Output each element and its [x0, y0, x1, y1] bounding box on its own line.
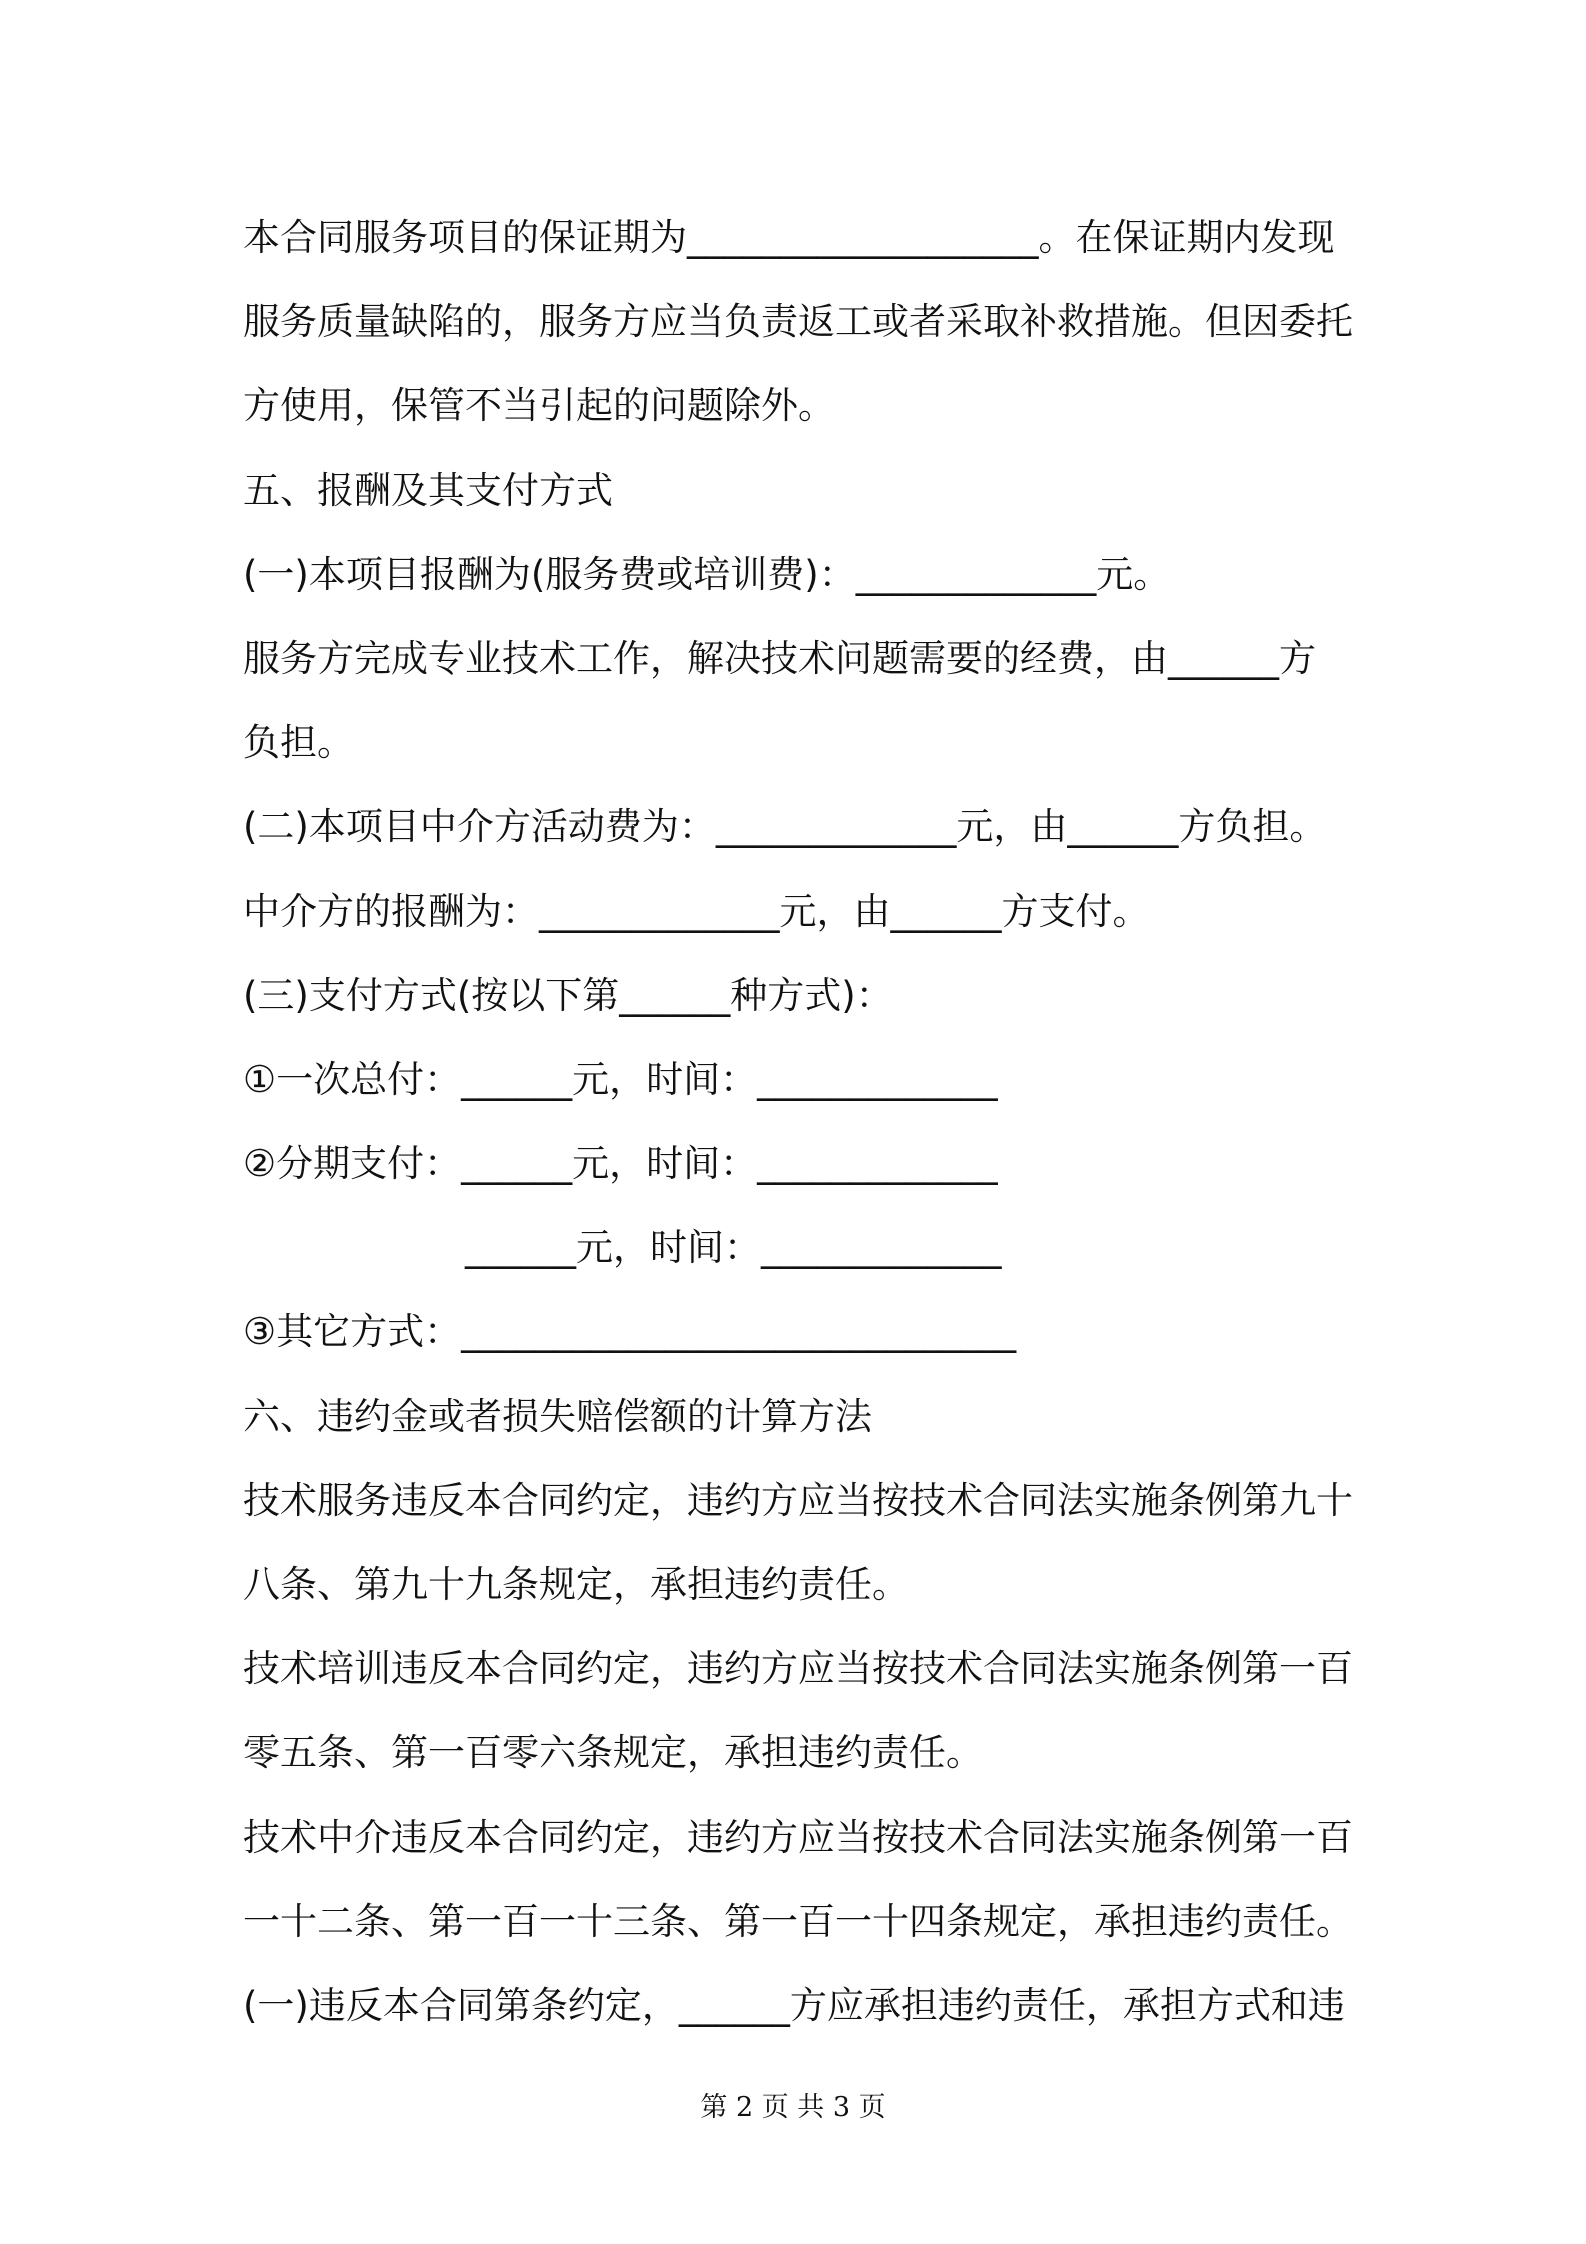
section-heading-6: 六、违约金或者损失赔偿额的计算方法 — [243, 1394, 872, 1438]
text-line: 本合同服务项目的保证期为___________________。在保证期内发现 — [243, 216, 1335, 259]
text-line: 零五条、第一百零六条规定，承担违约责任。 — [243, 1731, 983, 1775]
text-line: (二)本项目中介方活动费为：_____________元，由______方负担。 — [243, 805, 1327, 849]
text-line: (三)支付方式(按以下第______种方式)： — [243, 973, 893, 1017]
text-line: 技术培训违反本合同约定，违约方应当按技术合同法实施条例第一百 — [243, 1647, 1353, 1691]
text-line: 方使用，保管不当引起的问题除外。 — [243, 384, 835, 428]
text-line: 负担。 — [243, 721, 354, 765]
page-footer: 第 2 页 共 3 页 — [700, 2092, 886, 2123]
text-line: 技术服务违反本合同约定，违约方应当按技术合同法实施条例第九十 — [243, 1478, 1353, 1522]
payment-option-2-cont: ______元，时间：_____________ — [243, 1226, 1002, 1270]
section-heading-5: 五、报酬及其支付方式 — [243, 468, 613, 512]
text-line: 中介方的报酬为：_____________元，由______方支付。 — [243, 889, 1150, 933]
payment-option-2: ②分期支付：______元，时间：_____________ — [243, 1142, 998, 1186]
payment-option-3: ③其它方式：______________________________ — [243, 1310, 1017, 1354]
contract-body — [243, 196, 1363, 2048]
text-line: 八条、第九十九条规定，承担违约责任。 — [243, 1563, 909, 1606]
text-line: 服务方完成专业技术工作，解决技术问题需要的经费，由______方 — [243, 636, 1316, 680]
payment-option-1: ①一次总付：______元，时间：_____________ — [243, 1057, 998, 1101]
text-line: (一)本项目报酬为(服务费或培训费)：_____________元。 — [243, 552, 1171, 596]
text-line: 技术中介违反本合同约定，违约方应当按技术合同法实施条例第一百 — [243, 1815, 1353, 1859]
text-line: 一十二条、第一百一十三条、第一百一十四条规定，承担违约责任。 — [243, 1899, 1353, 1943]
text-line: (一)违反本合同第条约定，______方应承担违约责任，承担方式和违 — [243, 1983, 1345, 2027]
text-line: 服务质量缺陷的，服务方应当负责返工或者采取补救措施。但因委托 — [243, 300, 1353, 344]
